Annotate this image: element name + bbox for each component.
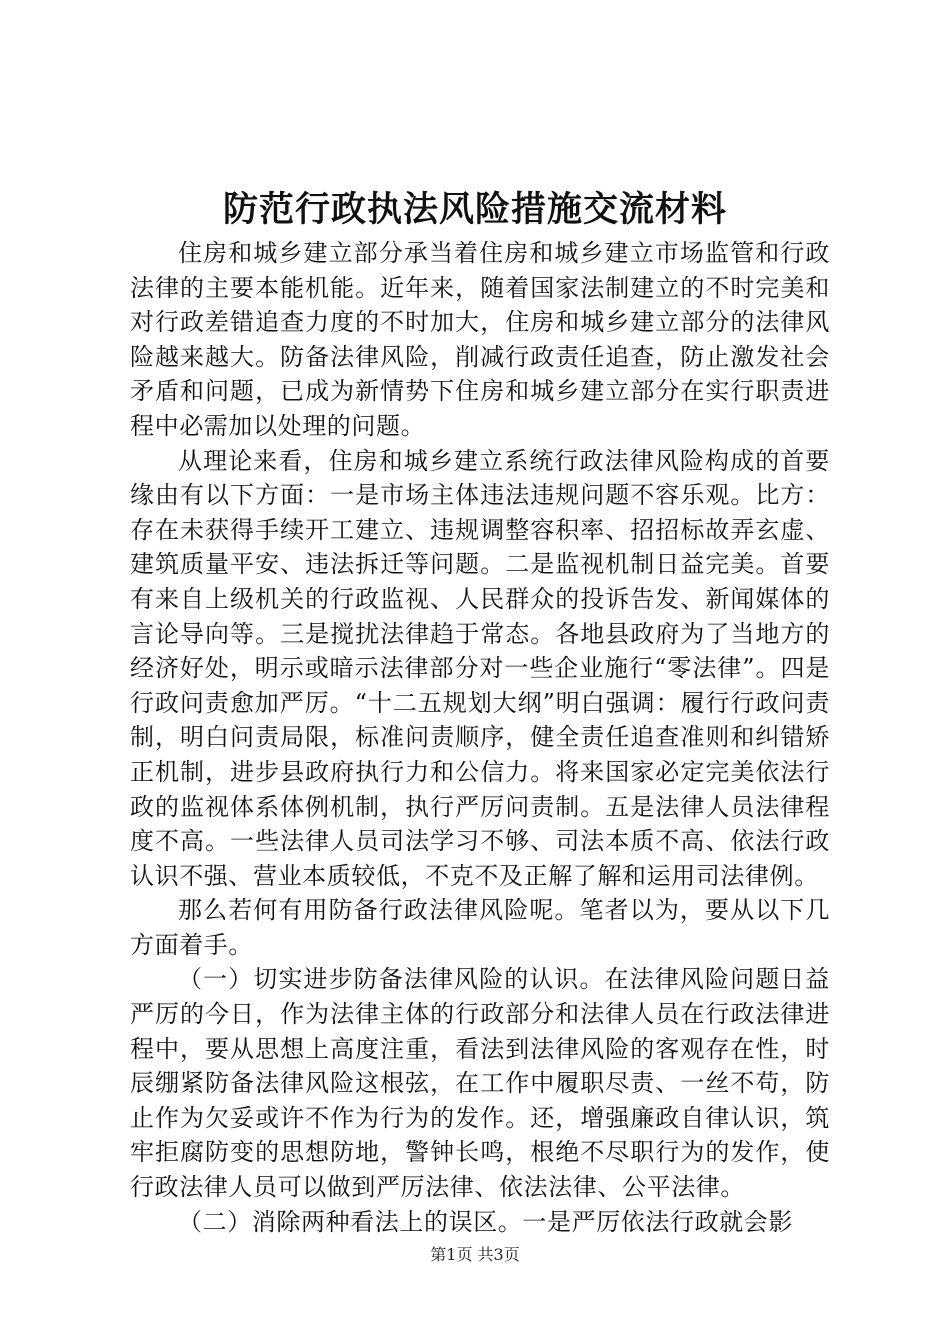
- paragraph-transition: 那么若何有用防备行政法律风险呢。笔者以为，要从以下几方面着手。: [130, 896, 830, 959]
- paragraph-causes: 从理论来看，住房和城乡建立系统行政法律风险构成的首要缘由有以下方面：一是市场主体违法违规问题不容乐观。比方：存在未获得手续开工建立、违规调整容积率、招招标故弄玄虚、建筑质量平安、违法拆迁等问题。二是监视机制日益完美。首要有来自上级机关的行政监视、人民群众的投诉告发、新闻媒体的言论导向等。三是搅扰法律趋于常态。各地县政府为了当地方的经济好处，明示或暗示法律部分对一些企业施行“零法律”。四是行政问责愈加严厉。“十二五规划大纲”明白强调：履行行政问责制，明白问责局限，标准问责顺序，健全责任追查准则和纠错矫正机制，进步县政府执行力和公信力。将来国家必定完美依法行政的监视体系体例机制，执行严厉问责制。五是法律人员法律程度不高。一些法律人员司法学习不够、司法本质不高、依法行政认识不强、营业本质较低，不克不及正解了解和运用司法律例。: [130, 446, 830, 890]
- document-title: 防范行政执法风险措施交流材料: [222, 189, 727, 230]
- document-body: [130, 236, 830, 1239]
- paragraph-measure-2: （二）消除两种看法上的误区。一是严厉依法行政就会影: [178, 1207, 793, 1236]
- page-number-footer: 第1页 共3页: [430, 1245, 520, 1264]
- paragraph-intro: 住房和城乡建立部分承当着住房和城乡建立市场监管和行政法律的主要本能机能。近年来，随着国家法制建立的不时完美和对行政差错追查力度的不时加大，住房和城乡建立部分的法律风险越来越大。防备法律风险，削减行政责任追查，防止激发社会矛盾和问题，已成为新情势下住房和城乡建立部分在实行职责进程中必需加以处理的问题。: [130, 239, 830, 440]
- paragraph-measure-1: （一）切实进步防备法律风险的认识。在法律风险问题日益严厉的今日，作为法律主体的行政部分和法律人员在行政法律进程中，要从思想上高度注重，看法到法律风险的客观存在性，时辰绷紧防备法律风险这根弦，在工作中履职尽责、一丝不苟，防止作为欠妥或许不作为行为的发作。还，增强廉政自律认识，筑牢拒腐防变的思想防地，警钟长鸣，根绝不尽职行为的发作，使行政法律人员可以做到严厉法律、依法法律、公平法律。: [130, 965, 830, 1202]
